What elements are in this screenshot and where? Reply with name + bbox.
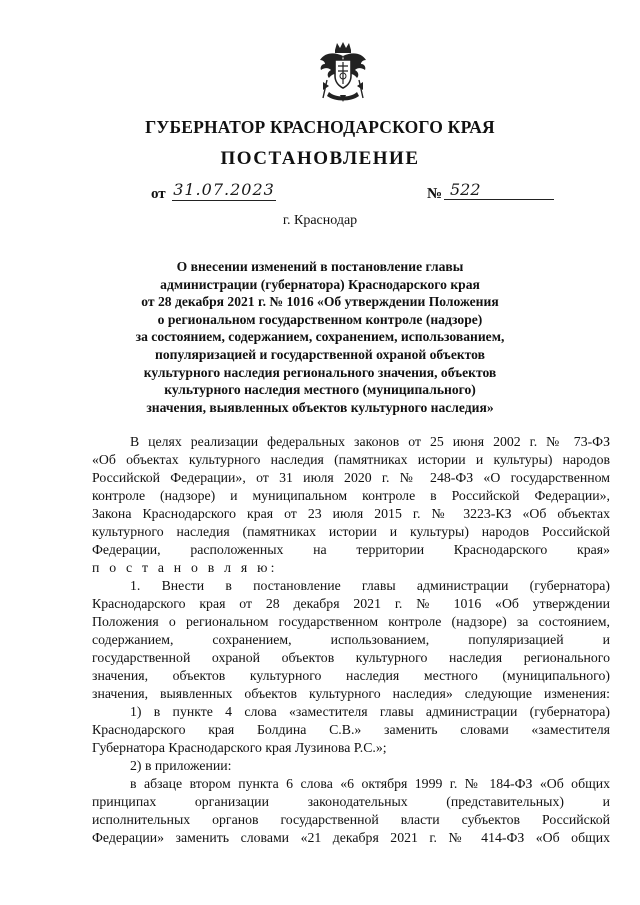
issuing-authority: ГУБЕРНАТОР КРАСНОДАРСКОГО КРАЯ [145, 117, 495, 137]
body-line: в абзаце втором пункта 6 слова «6 октября 1999 г. № 184-ФЗ «Об общих [130, 776, 610, 791]
body-line: контроле (надзоре) и муниципальном контроле в Российской Федерации», [92, 488, 610, 503]
body-line: Губернатора Краснодарского края Лузинова Р.С.»; [92, 740, 387, 755]
body-line: Российской Федерации», от 31 июля 2020 г. № 248-ФЗ «О государственном [92, 470, 610, 485]
number-prefix: № [427, 186, 443, 202]
title-line: от 28 декабря 2021 г. № 1016 «Об утверждении Положения [141, 294, 499, 310]
body-line: Закона Краснодарского края от 23 июля 2015 г. № 3223-КЗ «Об объектах [92, 506, 610, 521]
body-line: Федерации» заменить словами «21 декабря 2021 г. № 414-ФЗ «Об общих [92, 830, 610, 845]
body-line: содержанием, сохранением, использованием, популяризацией и [92, 632, 610, 647]
date-number-line [0, 180, 640, 210]
body-line: 2) в приложении: [130, 758, 232, 773]
title-line: за состоянием, содержанием, сохранением, использованием, [135, 329, 505, 345]
body-line: Положения о региональном государственном контроле (надзоре) за состоянием, [92, 614, 610, 629]
city-label: г. Краснодар [282, 213, 358, 228]
body-line: «Об объектах культурного наследия (памятниках истории и культуры) народов [92, 452, 610, 467]
title-line: популяризацией и государственной охраной объектов [155, 346, 485, 362]
title-line: значения, выявленных объектов культурного наследия» [146, 399, 494, 415]
body-line: культурного наследия (памятниках истории и культуры) народов Российской [92, 524, 610, 539]
title-line: культурного наследия местного (муниципального) [164, 382, 476, 398]
title-line: О внесении изменений в постановление главы [176, 259, 464, 274]
body-line: значения, выявленных объектов культурного наследия» следующие изменения: [92, 686, 610, 701]
body-line: принципах организации законодательных (представительных) и [92, 794, 610, 809]
body-line: Федерации, расположенных на территории Краснодарского края» [92, 542, 610, 557]
body-line: государственной охраной объектов культурного наследия регионального [92, 650, 610, 665]
body-line: В целях реализации федеральных законов от 25 июня 2002 г. № 73-ФЗ [130, 434, 610, 449]
document-title [100, 258, 540, 416]
body-line: значения, объектов культурного наследия местного (муниципального) [92, 668, 610, 683]
title-line: о региональном государственном контроле (надзоре) [157, 311, 483, 327]
body-line-decree: п о с т а н о в л я ю: [92, 560, 278, 575]
body-line: 1) в пункте 4 слова «заместителя главы администрации (губернатора) [130, 704, 610, 719]
coat-of-arms-emblem [317, 40, 369, 104]
body-line: Краснодарского края Болдина С.В.» заменить словами «заместителя [92, 722, 610, 737]
body-line: Краснодарского края от 28 декабря 2021 г. № 1016 «Об утверждении [92, 596, 610, 611]
body-line: исполнительных органов государственной власти субъектов Российской [92, 812, 610, 827]
title-line: культурного наследия регионального значения, объектов [143, 364, 497, 380]
title-line: администрации (губернатора) Краснодарского края [160, 276, 480, 292]
document-type: ПОСТАНОВЛЕНИЕ [220, 148, 420, 169]
body-line: 1. Внести в постановление главы администрации (губернатора) [130, 578, 610, 593]
handwritten-number: 522 [444, 180, 554, 200]
handwritten-date: 31.07.2023 [173, 180, 275, 199]
date-prefix: от [151, 186, 166, 202]
document-body [92, 433, 610, 847]
